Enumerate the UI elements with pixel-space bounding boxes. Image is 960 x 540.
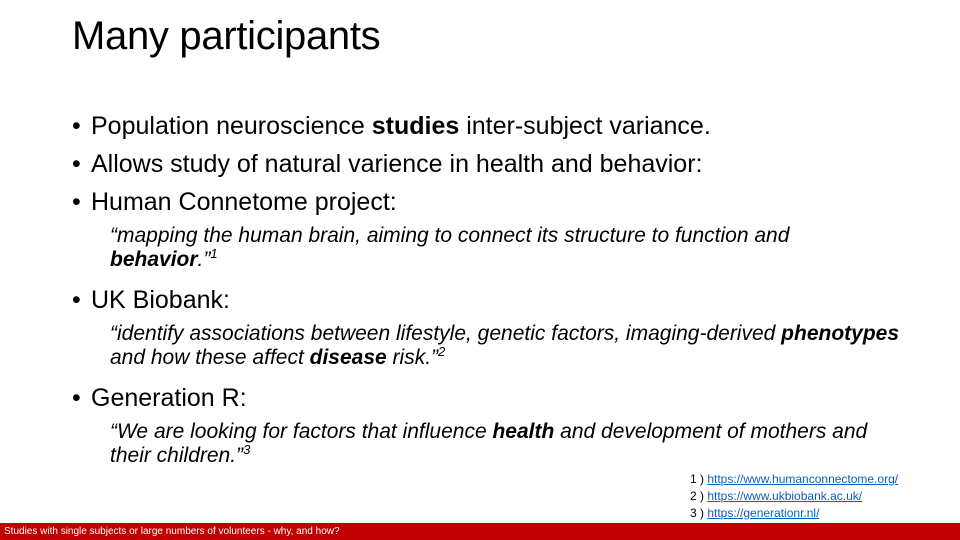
reference-item: 1 ) https://www.humanconnectome.org/: [690, 472, 899, 486]
bullet-dot-icon: •: [72, 384, 81, 412]
bullet-item: [72, 284, 932, 316]
bullet-dot-icon: •: [72, 112, 81, 140]
quote-ukb: “identify associations between lifestyle, genetic factors, imaging-derived phenotypes and how these affect disease risk.”$^2$: [110, 322, 900, 369]
footnote-ref: 2: [438, 344, 446, 359]
bullet-dot-icon: •: [72, 188, 81, 216]
reference-item: 3 ) https://generationr.nl/: [690, 506, 820, 520]
reference-link[interactable]: https://www.humanconnectome.org/: [707, 472, 899, 486]
bullet-text: Allows study of natural varience in health and behavior:: [91, 150, 703, 178]
slide-title: Many participants: [72, 14, 381, 58]
bullet-text: Generation R:: [91, 384, 247, 412]
bullet-item: [72, 186, 932, 218]
footnote-ref: 3: [243, 442, 251, 457]
bullet-list: [72, 110, 932, 480]
bullet-dot-icon: •: [72, 286, 81, 314]
bullet-item: [72, 382, 932, 414]
reference-item: 2 ) https://www.ukbiobank.ac.uk/: [690, 489, 863, 503]
bullet-dot-icon: •: [72, 150, 81, 178]
bullet-item: [72, 110, 932, 142]
references: [690, 471, 898, 522]
reference-link[interactable]: https://generationr.nl/: [707, 506, 820, 520]
bullet-text: Human Connetome project:: [91, 188, 397, 216]
footnote-ref: 1: [210, 246, 218, 261]
bullet-item: [72, 148, 932, 180]
footer-bar: [0, 523, 960, 540]
bullet-text: Population neuroscience studies inter-subject variance.: [91, 112, 711, 140]
reference-link[interactable]: https://www.ukbiobank.ac.uk/: [707, 489, 863, 503]
footer-text: Studies with single subjects or large numbers of volunteers - why, and how?: [4, 526, 340, 537]
quote-genr: “We are looking for factors that influence health and development of mothers and their children.”$^3$: [110, 420, 868, 467]
bullet-text: UK Biobank:: [91, 286, 230, 314]
quote-hcp: “mapping the human brain, aiming to connect its structure to function and behavior.”$^1$: [110, 224, 790, 271]
